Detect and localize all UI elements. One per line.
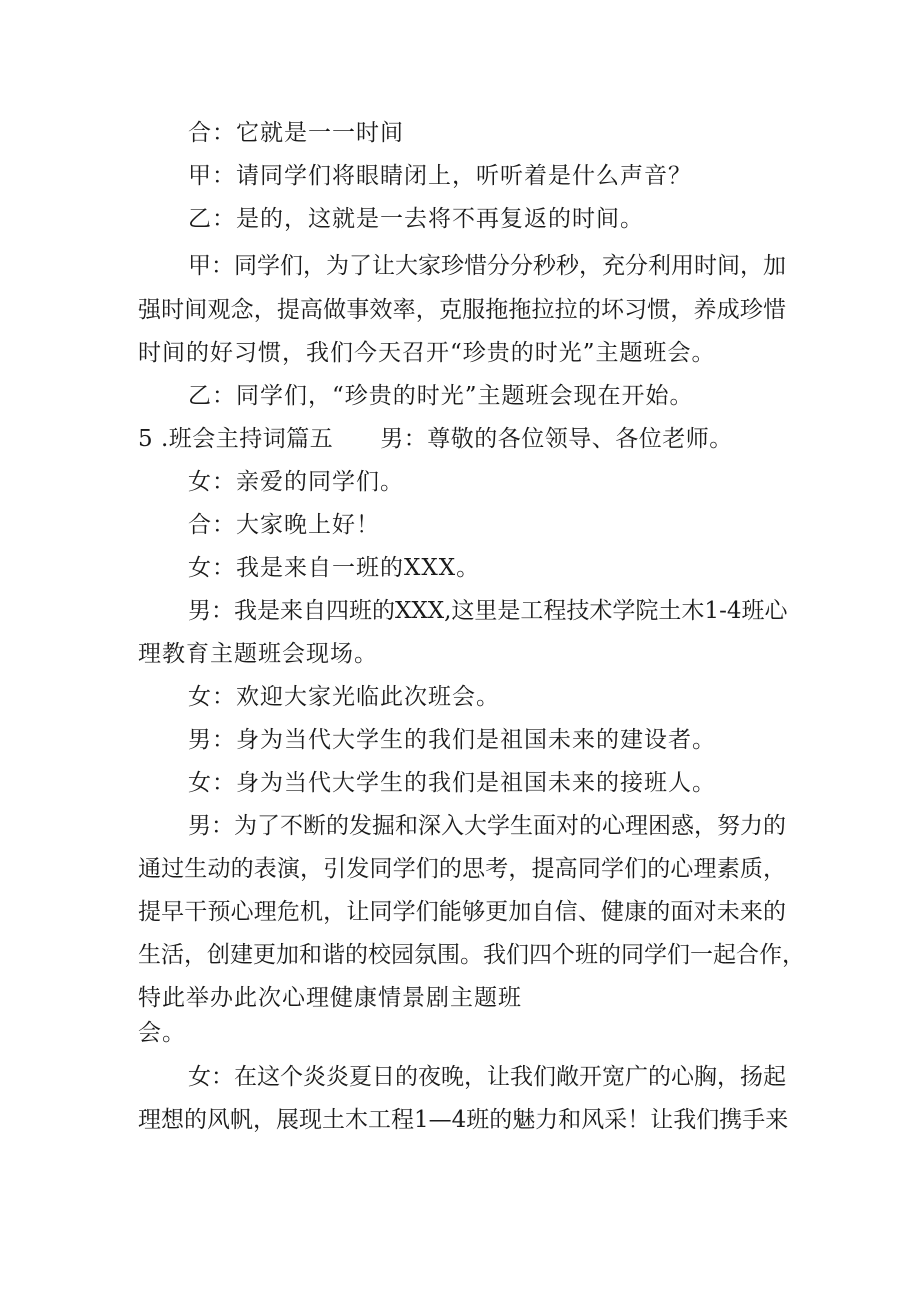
paragraph-line: 乙：同学们，“珍贵的时光”主题班会现在开始。: [188, 383, 694, 409]
paragraph-line: 女：身为当代大学生的我们是祖国未来的接班人。: [188, 770, 716, 796]
paragraph-line: 理教育主题班会现场。: [138, 641, 378, 667]
paragraph-line: 女：欢迎大家光临此次班会。: [188, 684, 500, 710]
paragraph-line: 女：在这个炎炎夏日的夜晚，让我们敞开宽广的心胸，扬起: [188, 1064, 786, 1090]
paragraph-line: 会。: [138, 1020, 186, 1046]
paragraph-line: 女：亲爱的同学们。: [188, 469, 404, 495]
section-heading-line: 5 .班会主持词篇五 男：尊敬的各位领导、各位老师。: [138, 426, 733, 452]
paragraph-line: 通过生动的表演，引发同学们的思考，提高同学们的心理素质，: [138, 856, 786, 882]
paragraph-line: 合：它就是一一时间: [188, 120, 404, 146]
paragraph-line: 甲：请同学们将眼睛闭上，听听着是什么声音？: [188, 163, 692, 189]
paragraph-line: 特此举办此次心理健康情景剧主题班: [138, 985, 522, 1011]
paragraph-line: 男：为了不断的发掘和深入大学生面对的心理困惑，努力的: [188, 813, 786, 839]
paragraph-line: 甲：同学们，为了让大家珍惜分分秒秒，充分利用时间，加: [188, 253, 786, 279]
paragraph-line: 强时间观念，提高做事效率，克服拖拖拉拉的坏习惯，养成珍惜: [138, 297, 786, 323]
paragraph-line: 男：我是来自四班的XXX,这里是工程技术学院土木1-4班心: [188, 598, 788, 624]
paragraph-line: 乙：是的，这就是一去将不再复返的时间。: [188, 206, 644, 232]
paragraph-line: 时间的好习惯，我们今天召开“珍贵的时光”主题班会。: [138, 340, 716, 366]
paragraph-line: 男：身为当代大学生的我们是祖国未来的建设者。: [188, 727, 716, 753]
paragraph-line: 合：大家晚上好！: [188, 512, 380, 538]
paragraph-line: 提早干预心理危机，让同学们能够更加自信、健康的面对未来的: [138, 899, 786, 925]
paragraph-line: 女：我是来自一班的XXX。: [188, 555, 481, 581]
paragraph-line: 生活，创建更加和谐的校园氛围。我们四个班的同学们一起合作，: [138, 942, 805, 968]
paragraph-line: 理想的风帆，展现土木工程1—4班的魅力和风采！让我们携手来: [138, 1107, 789, 1133]
